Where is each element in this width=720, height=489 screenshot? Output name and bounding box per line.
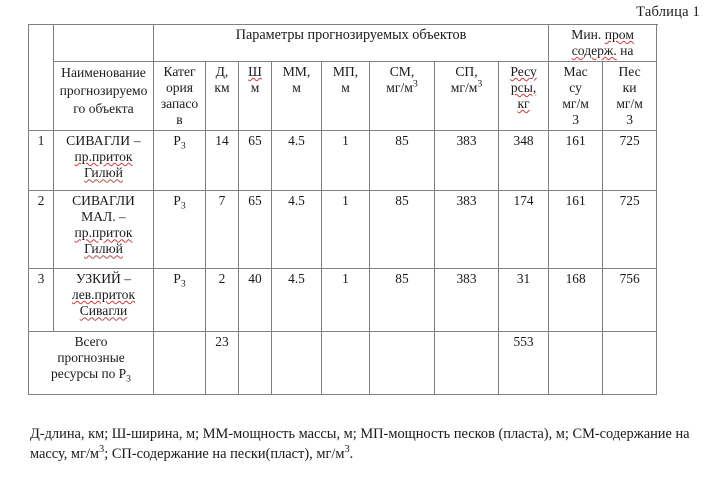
total-length: 23	[206, 332, 239, 395]
row-object-name-l2: пр.приток	[74, 149, 133, 165]
header-object-name-l3: го объекта	[73, 100, 134, 116]
header-width-l2: м	[250, 80, 260, 96]
header-sand-thickness-l2: м	[341, 80, 350, 96]
row-object-name-l4: Гилюй	[84, 241, 123, 257]
header-min-mass	[549, 62, 603, 131]
total-min-sand	[603, 332, 657, 395]
row-resources: 31	[499, 269, 549, 332]
header-resources-l1: Ресу	[510, 64, 537, 80]
row-content-mass: 85	[370, 269, 435, 332]
header-content-sand	[435, 62, 499, 131]
min-prom-line1: Мин.	[571, 27, 605, 42]
footnote-sup2: 3	[344, 444, 350, 456]
table-row	[29, 131, 657, 191]
row-object-name-l3: Гилюй	[84, 165, 123, 181]
row-sand-thickness: 1	[322, 269, 370, 332]
header-min-sand-l2: ки	[622, 80, 637, 96]
total-row-label	[29, 332, 154, 395]
header-min-sand-l3: мг/м	[616, 96, 643, 112]
table-group-header-row	[29, 25, 657, 62]
min-prom-line2b: на	[616, 43, 634, 59]
header-object-name-l1: Наименование	[61, 65, 146, 81]
header-min-sand-l1: Пес	[618, 64, 641, 80]
row-width: 40	[239, 269, 272, 332]
row-content-mass: 85	[370, 191, 435, 269]
header-mass-thickness	[272, 62, 322, 131]
row-category-sub: 3	[180, 140, 186, 152]
header-mass-thickness-l1: ММ,	[282, 64, 311, 80]
row-object-name-l3: Сивагли	[79, 303, 128, 319]
total-label-l2: прогнозные	[57, 350, 125, 365]
row-category	[154, 131, 206, 191]
header-resources-l3: кг	[517, 96, 530, 112]
header-content-mass-l2: мг/м	[386, 80, 413, 96]
row-category-letter: Р	[173, 133, 181, 149]
header-content-sand-l2: мг/м	[450, 80, 478, 96]
row-content-sand: 383	[435, 269, 499, 332]
table-row	[29, 269, 657, 332]
header-content-mass-sup: 3	[412, 78, 418, 90]
row-object-name-l1: УЗКИЙ –	[75, 271, 132, 287]
row-index: 2	[29, 191, 54, 269]
header-length	[206, 62, 239, 131]
header-min-sand	[603, 62, 657, 131]
row-sand-thickness: 1	[322, 191, 370, 269]
header-content-sand-l1: СП,	[455, 64, 478, 80]
header-resources	[499, 62, 549, 131]
total-sand-thickness	[322, 332, 370, 395]
row-object-name-l1: СИВАГЛИ	[72, 193, 135, 209]
row-category-sub: 3	[180, 278, 186, 290]
total-label-l3: ресурсы по Р	[51, 365, 127, 381]
forecast-resources-table-wrapper	[28, 24, 656, 395]
table-legend-footnote	[30, 424, 702, 465]
footnote-part3: .	[349, 446, 354, 463]
row-resources: 348	[499, 131, 549, 191]
row-min-sand: 756	[603, 269, 657, 332]
header-width	[239, 62, 272, 131]
header-min-prom-group	[549, 25, 657, 62]
header-category	[154, 62, 206, 131]
row-object-name-l3: пр.приток	[74, 225, 133, 241]
footnote-sup1: 3	[99, 444, 105, 456]
header-category-l1: Катег	[163, 64, 196, 80]
row-length: 14	[206, 131, 239, 191]
header-category-l2: ория	[165, 80, 194, 96]
row-content-mass: 85	[370, 131, 435, 191]
forecast-resources-table	[28, 24, 657, 395]
min-prom-line1b: пром	[604, 27, 634, 42]
header-index-cell	[29, 25, 54, 131]
header-object-name-l2: прогнозируемо	[59, 83, 148, 98]
header-mass-thickness-l2: м	[292, 80, 301, 96]
total-content-sand	[435, 332, 499, 395]
row-min-sand: 725	[603, 131, 657, 191]
row-object-name	[54, 269, 154, 332]
row-length: 7	[206, 191, 239, 269]
row-min-mass: 161	[549, 191, 603, 269]
row-width: 65	[239, 131, 272, 191]
total-width	[239, 332, 272, 395]
min-prom-line2a: содерж.	[571, 43, 617, 59]
table-row	[29, 191, 657, 269]
row-object-name-l2: МАЛ. –	[81, 209, 126, 225]
header-min-mass-l2: су	[569, 80, 582, 96]
header-resources-l2: рсы,	[510, 80, 537, 96]
total-min-mass	[549, 332, 603, 395]
row-object-name-l1: СИВАГЛИ –	[66, 133, 141, 149]
row-category-letter: Р	[173, 271, 181, 287]
header-content-sand-sup: 3	[477, 78, 483, 90]
row-content-sand: 383	[435, 131, 499, 191]
footnote-part1: Д-длина, км; Ш-ширина, м; ММ-мощность массы, м; МП-мощность песков (пласта), м; СМ-содержание на массу, мг/м	[30, 426, 690, 463]
table-column-header-row	[29, 62, 657, 131]
row-object-name-l2: лев.приток	[71, 287, 136, 303]
row-index: 3	[29, 269, 54, 332]
avito-watermark-text: Avito	[646, 446, 710, 476]
row-width: 65	[239, 191, 272, 269]
row-mass-thickness: 4.5	[272, 191, 322, 269]
header-min-mass-l4: 3	[572, 112, 579, 128]
row-object-name	[54, 131, 154, 191]
total-mass-thickness	[272, 332, 322, 395]
header-length-l1: Д,	[215, 64, 229, 80]
header-min-mass-l3: мг/м	[562, 96, 589, 112]
header-object-name	[54, 62, 154, 131]
row-length: 2	[206, 269, 239, 332]
row-min-mass: 168	[549, 269, 603, 332]
row-object-name	[54, 191, 154, 269]
total-resources: 553	[499, 332, 549, 395]
header-sand-thickness-l1: МП,	[332, 64, 359, 80]
row-category-sub: 3	[180, 200, 186, 212]
header-min-sand-l4: 3	[626, 112, 633, 128]
total-content-mass	[370, 332, 435, 395]
footnote-part2: ; СП-содержание на пески(пласт), мг/м	[104, 446, 345, 463]
total-label-l1: Всего	[74, 334, 108, 350]
header-sand-thickness	[322, 62, 370, 131]
header-min-mass-l1: Мас	[563, 64, 588, 80]
table-caption: Таблица 1	[636, 4, 700, 20]
header-blank-name-cell	[54, 25, 154, 62]
row-mass-thickness: 4.5	[272, 131, 322, 191]
row-category	[154, 269, 206, 332]
row-category-letter: Р	[173, 193, 181, 209]
row-mass-thickness: 4.5	[272, 269, 322, 332]
header-length-l2: км	[214, 80, 230, 96]
header-params-group: Параметры прогнозируемых объектов	[154, 25, 549, 62]
row-min-mass: 161	[549, 131, 603, 191]
row-category	[154, 191, 206, 269]
header-category-l4: в	[176, 112, 183, 128]
row-min-sand: 725	[603, 191, 657, 269]
header-category-l3: запасо	[160, 96, 199, 112]
header-content-mass-l1: СМ,	[389, 64, 415, 80]
row-sand-thickness: 1	[322, 131, 370, 191]
row-content-sand: 383	[435, 191, 499, 269]
header-width-l1: Ш	[248, 64, 262, 80]
header-content-mass	[370, 62, 435, 131]
total-label-sub: 3	[126, 373, 131, 385]
row-resources: 174	[499, 191, 549, 269]
total-category	[154, 332, 206, 395]
table-total-row	[29, 332, 657, 395]
row-index: 1	[29, 131, 54, 191]
